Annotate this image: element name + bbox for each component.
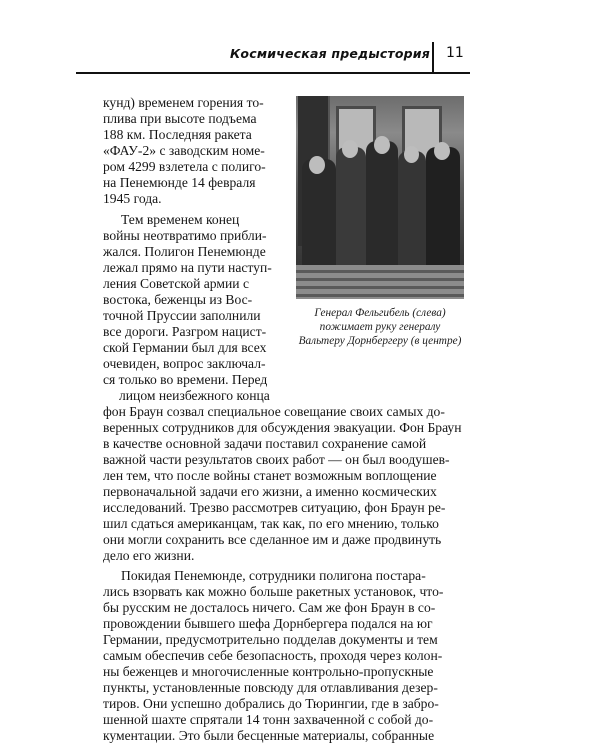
- text-line: войны неотвратимо прибли-: [103, 228, 267, 243]
- text-line: плива при высоте подъема: [103, 111, 257, 126]
- figure-caption: [296, 306, 464, 348]
- caption-line: пожимает руку генералу: [319, 321, 441, 333]
- caption-line: Генерал Фельгибель (слева): [314, 307, 446, 319]
- text-line: кунд) временем горения то-: [103, 95, 264, 110]
- text-line: лежал прямо на пути наступ-: [103, 260, 272, 275]
- text-line: лись взорвать как можно больше ракетных установок, что-: [103, 584, 444, 599]
- text-line: фон Браун созвал специальное совещание своих самых до-: [103, 404, 445, 419]
- text-line: тиров. Они успешно добрались до Тюрингии, где в забро-: [103, 696, 439, 711]
- text-line: «ФАУ-2» с заводским номе-: [103, 143, 265, 158]
- text-line: ской Германии был для всех: [103, 340, 267, 355]
- text-line: 1945 года.: [103, 191, 162, 206]
- photo-group-of-officers-icon: [296, 96, 464, 299]
- text-line: шенной шахте спрятали 14 тонн захваченной с собой до-: [103, 712, 434, 727]
- text-line: точной Пруссии заполнили: [103, 308, 261, 323]
- text-line: на Пенемюнде 14 февраля: [103, 175, 256, 190]
- text-line: шил сдаться американцам, так как, по его мнению, только: [103, 516, 439, 531]
- text-line: жался. Полигон Пенемюнде: [103, 244, 266, 259]
- text-line: первоначальной задачи его жизни, а именно космических: [103, 484, 437, 499]
- text-line: очевиден, вопрос заключал-: [103, 356, 266, 371]
- text-line: они могли сохранить все сделанное им и даже продвинуть: [103, 532, 442, 547]
- running-header-title: Космическая предыстория: [230, 46, 430, 61]
- header-divider: [432, 42, 434, 74]
- header-rule: [76, 72, 470, 74]
- text-line: дело его жизни.: [103, 548, 195, 563]
- text-line: востока, беженцы из Вос-: [103, 292, 253, 307]
- text-line: пункты, установленные повсюду для отлавливания дезер-: [103, 680, 438, 695]
- text-line: кументации. Это были бесценные материалы, собранные: [103, 728, 435, 743]
- text-line: ны беженцев и многочисленные контрольно-пропускные: [103, 664, 434, 679]
- text-line: ления Советской армии с: [103, 276, 249, 291]
- text-line: лицом неизбежного конца: [119, 388, 270, 403]
- text-line: ром 4299 взлетела с полиго-: [103, 159, 266, 174]
- caption-line: Вальтеру Дорнбергеру (в центре): [298, 335, 462, 347]
- text-line: веренных сотрудников для обсуждения эвакуации. Фон Браун: [103, 420, 462, 435]
- text-line: самым обеспечив себе безопасность, проходя через колон-: [103, 648, 443, 663]
- text-line: Германии, предусмотрительно подделав документы и тем: [103, 632, 438, 647]
- text-line: 188 км. Последняя ракета: [103, 127, 252, 142]
- text-line: все дороги. Разгром нацист-: [103, 324, 267, 339]
- text-line: Покидая Пенемюнде, сотрудники полигона постара-: [121, 568, 426, 583]
- text-line: бы русским не досталось ничего. Сам же фон Браун в со-: [103, 600, 436, 615]
- text-line: лен тем, что после войны станет возможным воплощение: [103, 468, 437, 483]
- text-line: исследований. Трезво рассмотрев ситуацию, фон Браун ре-: [103, 500, 446, 515]
- text-line: Тем временем конец: [121, 212, 240, 227]
- text-line: важной части результатов своих работ — он был воодушев-: [103, 452, 450, 467]
- text-line: провождении бывшего шефа Дорнбергера подался на юг: [103, 616, 433, 631]
- text-line: в качестве основной задачи поставил сохранение самой: [103, 436, 427, 451]
- text-line: ся только во времени. Перед: [103, 372, 268, 387]
- page-number: 11: [446, 45, 464, 61]
